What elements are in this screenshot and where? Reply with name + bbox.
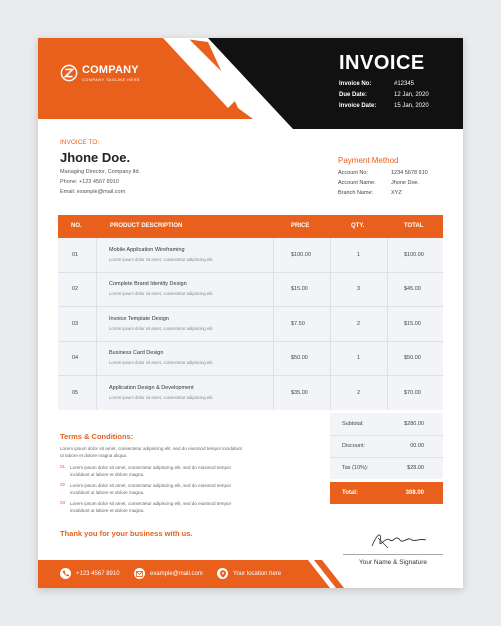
payment-row	[338, 190, 402, 196]
terms-title: Terms & Conditions:	[60, 432, 134, 441]
payment-value: 1234 5678 910	[391, 170, 428, 176]
header-qty: QTY.	[351, 223, 365, 229]
row-price: $50.00	[291, 355, 308, 361]
invoice-to-label: INVOICE TO:	[60, 139, 100, 146]
footer-email	[134, 568, 203, 579]
totals-label: Tax (10%):	[342, 465, 369, 471]
company-logo	[60, 64, 140, 82]
client-email: Email: example@mail.com	[60, 189, 126, 195]
payment-label: Branch Name:	[338, 190, 374, 196]
grand-total-label: Total:	[342, 490, 358, 496]
due-date-row	[339, 89, 429, 100]
grand-total	[330, 482, 443, 504]
row-total: $100.00	[404, 252, 424, 258]
terms-paragraph: Lorem ipsum dolor sit amet, consectetur adipiscing elit, sed do eiusmod tempor incididunt ut labore et dolore magna aliqua.	[60, 446, 242, 458]
totals-value: $280.00	[404, 421, 424, 427]
location-pin-icon	[217, 568, 228, 579]
totals-box	[330, 413, 443, 479]
grand-total-value: 308.00	[405, 490, 424, 496]
footer-location	[217, 568, 281, 579]
phone-icon	[60, 568, 71, 579]
row-total: $15.00	[404, 321, 421, 327]
row-title: Business Card Design	[109, 350, 164, 356]
row-qty: 2	[357, 390, 361, 396]
row-no: 04	[72, 355, 79, 361]
meta-value: 12 Jan, 2020	[394, 91, 429, 98]
row-title: Mobile Application Wireframing	[109, 247, 185, 253]
meta-label: Due Date:	[339, 91, 368, 98]
row-total: $45.00	[404, 286, 421, 292]
discount-row	[330, 435, 443, 457]
row-price: $35.00	[291, 390, 308, 396]
row-qty: 1	[357, 355, 361, 361]
company-name: COMPANY	[82, 64, 139, 76]
row-price: $100.00	[291, 252, 311, 258]
row-title: Complete Brand Identity Design	[109, 281, 187, 287]
terms-item-number: 01	[60, 464, 66, 469]
terms-item-number: 02	[60, 482, 66, 487]
terms-item-text: Lorem ipsum dolor sit amet, consectetur adipiscing elit, sed do eiusmod tempor incididunt ut labore et dolore magna.	[70, 483, 232, 495]
footer-email-text: example@mail.com	[150, 570, 203, 577]
row-total: $50.00	[404, 355, 421, 361]
meta-label: Invoice Date:	[339, 102, 377, 109]
payment-label: Account No:	[338, 170, 368, 176]
header-no: NO.	[71, 223, 82, 229]
totals-value: 00.00	[410, 443, 424, 449]
payment-value: XYZ	[391, 190, 402, 196]
row-qty: 1	[357, 252, 361, 258]
table-header	[58, 215, 443, 238]
row-no: 05	[72, 390, 79, 396]
terms-item-number: 03	[60, 500, 66, 505]
row-subtitle: Lorem ipsum dolor sit amet, consectetur adipiscing elit.	[109, 326, 214, 331]
footer-location-text: Your location here	[233, 570, 282, 577]
row-subtitle: Lorem ipsum dolor sit amet, consectetur adipiscing elit.	[109, 291, 214, 296]
row-price: $15.00	[291, 286, 308, 292]
signature-label: Your Name & Signature	[358, 559, 428, 566]
row-subtitle: Lorem ipsum dolor sit amet, consectetur adipiscing elit.	[109, 257, 214, 262]
invoice-title: INVOICE	[339, 52, 425, 74]
thank-you-note: Thank you for your business with us.	[60, 529, 193, 538]
mail-icon	[134, 568, 145, 579]
logo-mark-icon	[60, 64, 78, 82]
header-total: TOTAL	[404, 223, 424, 229]
meta-value: 15 Jan, 2020	[394, 102, 429, 109]
row-subtitle: Lorem ipsum dolor sit amet, consectetur adipiscing elit.	[109, 395, 214, 400]
items-table	[58, 238, 443, 410]
client-title: Managing Director, Company ltd.	[60, 169, 141, 175]
terms-item-text: Lorem ipsum dolor sit amet, consectetur adipiscing elit, sed do eiusmod tempor incididunt ut labore et dolore magna.	[70, 465, 232, 477]
client-phone: Phone: +123 4567 8910	[60, 179, 119, 185]
row-qty: 2	[357, 321, 361, 327]
invoice-meta	[339, 78, 429, 111]
row-price: $7.50	[291, 321, 305, 327]
row-qty: 3	[357, 286, 361, 292]
row-subtitle: Lorem ipsum dolor sit amet, consectetur adipiscing elit.	[109, 360, 214, 365]
row-no: 01	[72, 252, 79, 258]
tax-row	[330, 457, 443, 479]
meta-label: Invoice No:	[339, 80, 372, 87]
row-total: $70.00	[404, 390, 421, 396]
totals-label: Subtotal:	[342, 421, 364, 427]
invoice-date-row	[339, 100, 429, 111]
client-name: Jhone Doe.	[60, 150, 131, 165]
payment-label: Account Name:	[338, 180, 376, 186]
payment-method-title: Payment Method	[338, 156, 399, 165]
totals-label: Discount:	[342, 443, 365, 449]
row-no: 02	[72, 286, 79, 292]
terms-item-text: Lorem ipsum dolor sit amet, consectetur adipiscing elit, sed do eiusmod tempor incididunt ut labore et dolore magna.	[70, 501, 232, 513]
header-price: PRICE	[291, 223, 310, 229]
subtotal-row	[330, 413, 443, 435]
row-title: Application Design & Development	[109, 385, 194, 391]
signature-line	[343, 554, 443, 555]
row-title: Invoice Template Design	[109, 316, 169, 322]
header-description: PRODUCT DESCRIPTION	[110, 223, 183, 229]
totals-value: $28.00	[407, 465, 424, 471]
footer-phone-text: +123 4567 8910	[76, 570, 120, 577]
payment-row	[338, 170, 428, 176]
company-tagline: COMPANY TAGLINE HERE	[82, 77, 140, 82]
row-no: 03	[72, 321, 79, 327]
payment-row	[338, 180, 419, 186]
signature-graphic	[368, 528, 428, 552]
invoice-page	[38, 38, 463, 588]
meta-value: #12345	[394, 80, 415, 87]
payment-value: Jhone Doe.	[391, 180, 420, 186]
footer-phone	[60, 568, 120, 579]
invoice-no-row	[339, 78, 429, 89]
